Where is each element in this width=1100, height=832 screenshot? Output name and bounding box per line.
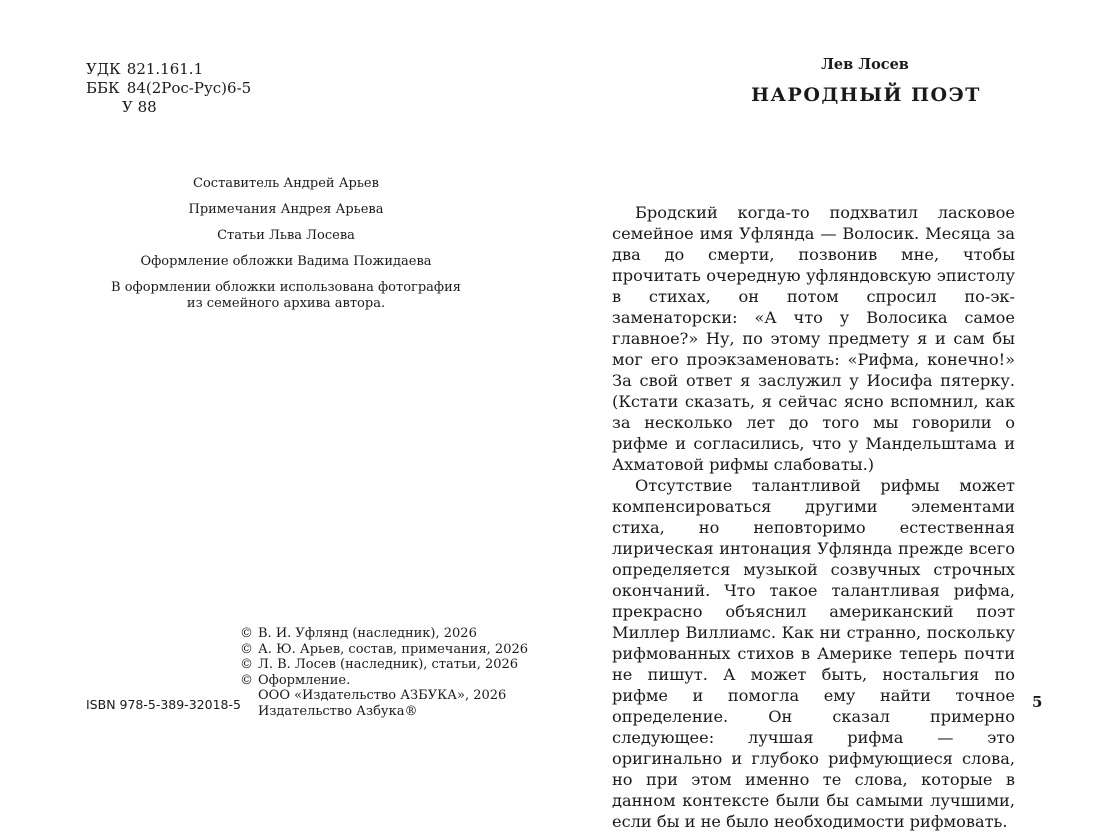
page-number: 5 bbox=[1032, 693, 1043, 711]
copyright-line bbox=[240, 626, 528, 642]
notes-credit: Примечания Андрея Арьева bbox=[188, 202, 384, 217]
copyright-symbol: © bbox=[240, 672, 253, 688]
copyright-symbol: © bbox=[240, 641, 253, 657]
chapter-title: НАРОДНЫЙ ПОЭТ bbox=[751, 84, 981, 106]
copyright-text: А. Ю. Арьев, состав, примечания, 2026 bbox=[258, 641, 529, 657]
compiler-credit: Составитель Андрей Арьев bbox=[193, 176, 379, 191]
body-text bbox=[612, 202, 1015, 832]
code-key: УДК bbox=[86, 60, 121, 78]
copyright-symbol: © bbox=[240, 657, 253, 672]
author-mark bbox=[86, 98, 251, 117]
code-value: У 88 bbox=[122, 98, 157, 116]
copyright-line bbox=[240, 642, 528, 658]
paragraph: Бродский когда-то подхватил ласковое семейное имя Уфлянда — Волосик. Месяца за два до смерти, позвонив мне, чтобы прочитать очередную уфляндовскую эпистолу в стихах, он потом спросил по-экзаменаторски: «А что у Волосика самое главное?» Ну, по этому предмету я и сам бы мог его проэкзаменовать: «Рифма, конечно!» За свой ответ я заслужил у Иосифа пятерку. (Кстати сказать, я сейчас ясно вспомнил, как за несколько лет до того мы говорили о рифме и согласились, что у Мандельштама и Ахматовой рифмы слабоваты.) bbox=[612, 203, 1015, 474]
cover-design-credit: Оформление обложки Вадима Пожидаева bbox=[140, 254, 432, 269]
author-name: Лев Лосев bbox=[821, 56, 909, 73]
photo-note-line: из семейного архива автора. bbox=[186, 296, 386, 311]
udk-code bbox=[86, 60, 251, 79]
bbk-code bbox=[86, 79, 251, 98]
publisher-copyright: ООО «Издательство АЗБУКА», 2026 bbox=[258, 688, 507, 703]
copyright-text: В. И. Уфлянд (наследник), 2026 bbox=[258, 626, 477, 641]
articles-credit: Статьи Льва Лосева bbox=[217, 228, 355, 243]
photo-note-line: В оформлении обложки использована фотография bbox=[111, 280, 461, 295]
credits-block bbox=[60, 176, 512, 322]
copyright-line bbox=[240, 673, 528, 689]
publisher-trademark: Издательство Азбука® bbox=[258, 703, 418, 719]
copyright-block bbox=[240, 626, 528, 719]
code-value: 84(2Рос-Рус)6-5 bbox=[126, 79, 252, 97]
paragraph: Отсутствие талантливой рифмы может компенсироваться другими элементами стиха, но неповторимо естественная лирическая интонация Уфлянда прежде всего определяется музыкой созвучных строчных окончаний. Что такое талантливая рифма, прекрасно объяснил американский поэт Миллер Виллиамс. Как ни странно, поскольку рифмованных стихов в Америке теперь почти не пишут. А может быть, ностальгия по рифме и помогла ему найти точное определение. Он сказал примерно следующее: лучшая рифма — это оригинально и глубоко рифмующиеся слова, но при этом именно те слова, которые в данном контексте были бы самыми лучшими, если бы и не было необходимости рифмовать. bbox=[612, 476, 1015, 831]
copyright-text: Л. В. Лосев (наследник), статьи, 2026 bbox=[258, 657, 519, 672]
code-key: ББК bbox=[86, 79, 120, 97]
code-value: 821.161.1 bbox=[126, 60, 204, 78]
left-page bbox=[0, 0, 550, 789]
isbn: ISBN 978-5-389-32018-5 bbox=[86, 697, 241, 712]
classification-codes bbox=[86, 60, 251, 117]
right-page bbox=[550, 0, 1100, 831]
copyright-symbol: © bbox=[240, 626, 253, 641]
copyright-line bbox=[240, 657, 528, 673]
photo-note bbox=[60, 280, 512, 312]
copyright-text: Оформление. bbox=[258, 672, 351, 688]
